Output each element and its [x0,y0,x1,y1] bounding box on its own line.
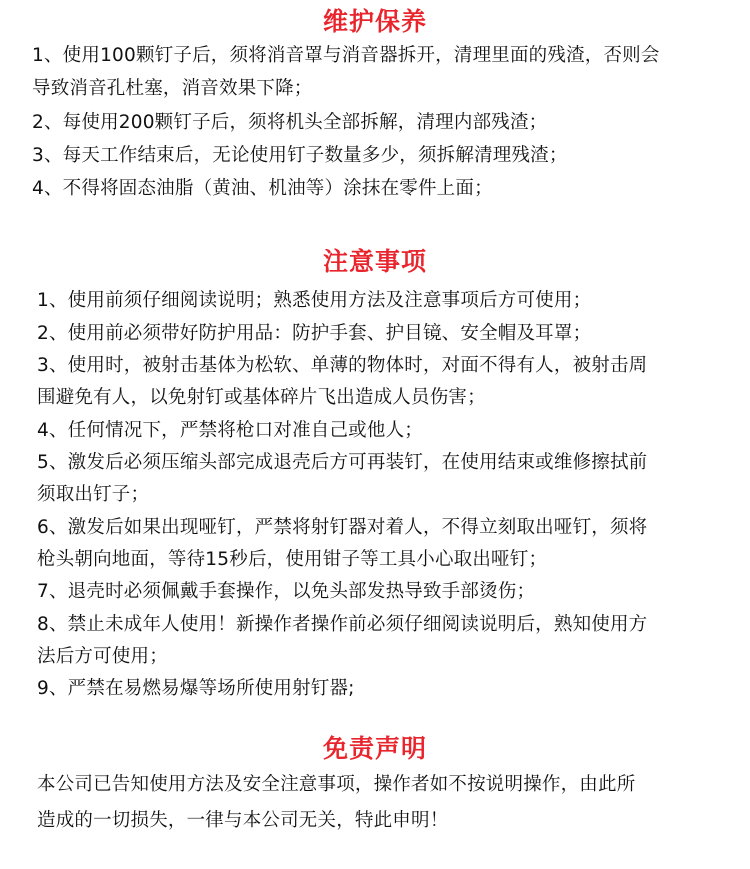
precautions-line: 6、激发后如果出现哑钉，严禁将射钉器对着人，不得立刻取出哑钉，须将 [37,517,648,538]
section-title-precautions: 注意事项 [322,247,427,276]
precautions-line: 枪头朝向地面，等待15秒后，使用钳子等工具小心取出哑钉； [37,549,548,570]
precautions-line: 1、使用前须仔细阅读说明；熟悉使用方法及注意事项后方可使用； [37,290,592,311]
disclaimer-line: 造成的一切损失，一律与本公司无关，特此申明！ [37,810,449,831]
precautions-line: 围避免有人，以免射钉或基体碎片飞出造成人员伤害； [37,387,486,408]
section-title-disclaimer: 免责声明 [322,734,427,763]
precautions-line: 3、使用时，被射击基体为松软、单薄的物体时，对面不得有人，被射击周 [37,355,648,376]
precautions-line: 须取出钉子； [37,484,150,505]
precautions-line: 5、激发后必须压缩头部完成退壳后方可再装钉，在使用结束或维修擦拭前 [37,452,648,473]
section-title-maintenance: 维护保养 [322,7,427,36]
maintenance-line: 3、每天工作结束后，无论使用钉子数量多少，须拆解清理残渣； [32,145,568,166]
precautions-line: 8、禁止未成年人使用！新操作者操作前必须仔细阅读说明后，熟知使用方 [37,614,648,635]
maintenance-line: 2、每使用200颗钉子后，须将机头全部拆解，清理内部残渣； [32,112,548,133]
maintenance-line: 导致消音孔杜塞，消音效果下降； [32,78,313,99]
precautions-line: 4、任何情况下，严禁将枪口对准自己或他人； [37,420,423,441]
maintenance-line: 1、使用100颗钉子后，须将消音罩与消音器拆开，清理里面的残渣，否则会 [32,45,660,66]
precautions-line: 9、严禁在易燃易爆等场所使用射钉器; [37,678,355,699]
precautions-line: 2、使用前必须带好防护用品：防护手套、护目镜、安全帽及耳罩； [37,323,592,344]
precautions-line: 法后方可使用； [37,646,168,667]
maintenance-line: 4、不得将固态油脂（黄油、机油等）涂抹在零件上面； [32,178,493,199]
disclaimer-line: 本公司已告知使用方法及安全注意事项，操作者如不按说明操作，由此所 [37,774,636,795]
precautions-line: 7、退壳时必须佩戴手套操作，以免头部发热导致手部烫伤； [37,581,536,602]
